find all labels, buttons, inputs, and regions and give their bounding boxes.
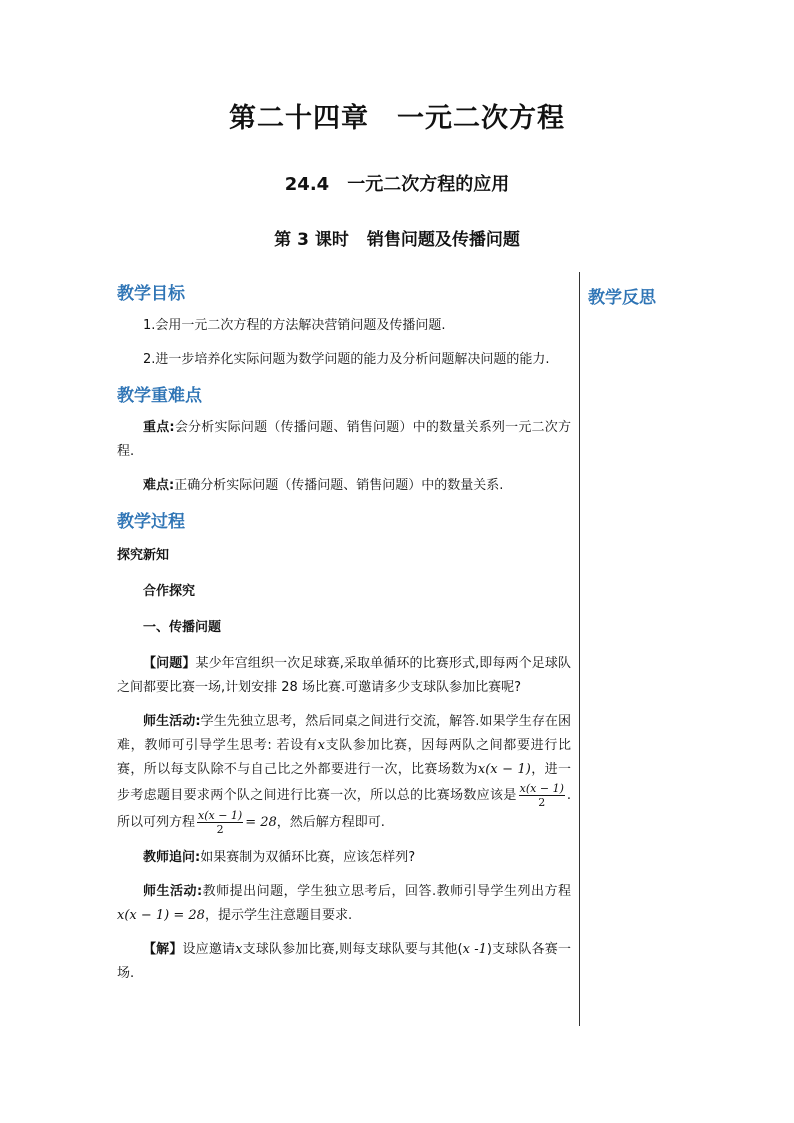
- fraction-numerator: x(x − 1): [519, 782, 564, 795]
- teacher-activity-text: ，然后解方程即可.: [276, 815, 385, 830]
- solution-text: 支球队参加比赛,则每支球队要与其他(: [242, 942, 463, 957]
- lesson-name: 销售问题及传播问题: [366, 230, 520, 250]
- teacher-activity-text: ，提示学生注意题目要求.: [204, 908, 353, 923]
- explore-heading: 探究新知: [117, 548, 170, 563]
- followup-label: 教师追问:: [143, 850, 201, 865]
- lesson-title: [0, 225, 794, 250]
- fraction-denominator: 2: [216, 823, 224, 836]
- difficult-point-label: 难点:: [143, 478, 175, 493]
- teacher-activity-text: .所以可列方程: [117, 788, 571, 830]
- teacher-activity-text: 支队参加比赛，因每两队之间都要进行比赛，所以每支队除不与自己比之外都要进行一次，比赛场数为: [117, 738, 571, 777]
- teacher-activity-text: 学生先独立思考，然后同桌之间进行交流，解答.如果学生存在困难，教师可引导学生思考: 若设有: [117, 714, 571, 753]
- key-point-label: 重点:: [143, 420, 175, 435]
- process-heading: 教学过程: [117, 512, 185, 532]
- math-variable: x: [317, 738, 325, 753]
- solution-paragraph: [117, 938, 571, 986]
- key-point: [117, 416, 571, 464]
- math-equation: x(x − 1) = 28: [117, 908, 205, 923]
- math-expression: x -1: [462, 942, 487, 957]
- objective-item: 2.进一步培养化实际问题为数学问题的能力及分析问题解决问题的能力.: [143, 352, 550, 367]
- section-title: [0, 170, 794, 196]
- chapter-number: 第二十四章: [229, 103, 369, 134]
- math-fraction: [519, 782, 565, 809]
- followup-paragraph: [117, 846, 571, 870]
- teacher-activity-label: 师生活动:: [143, 714, 201, 729]
- followup-text: 如果赛制为双循环比赛，应该怎样列?: [200, 850, 416, 865]
- objectives-heading: 教学目标: [117, 284, 185, 304]
- math-expression: x(x − 1): [477, 762, 531, 777]
- column-divider: [579, 272, 580, 1026]
- solution-label: 【解】: [143, 942, 183, 957]
- chapter-title: [0, 96, 794, 135]
- teacher-activity-paragraph-2: [117, 880, 571, 928]
- difficult-point: [117, 474, 571, 498]
- section-heading-spread: 一、传播问题: [143, 620, 222, 635]
- teacher-activity-label: 师生活动:: [143, 884, 203, 899]
- problem-paragraph: [117, 652, 571, 700]
- teacher-activity-paragraph: [117, 710, 571, 836]
- solution-text: 设应邀请: [182, 942, 236, 957]
- section-name: 一元二次方程的应用: [347, 174, 510, 195]
- key-point-text: 会分析实际问题（传播问题、销售问题）中的数量关系列一元二次方程.: [117, 420, 571, 459]
- problem-text: 某少年宫组织一次足球赛,采取单循环的比赛形式,即每两个足球队之间都要比赛一场,计划安排 28 场比赛.可邀请多少支球队参加比赛呢?: [117, 656, 571, 695]
- math-variable: x: [235, 942, 243, 957]
- math-equation-rhs: = 28: [245, 815, 277, 830]
- main-content: [117, 280, 571, 996]
- lesson-number: 第 3 课时: [274, 230, 349, 250]
- teacher-activity-text: ，进一步考虑题目要求两个队之间进行比赛一次，所以总的比赛场数应该是: [117, 762, 571, 803]
- teacher-activity-text: 教师提出问题，学生独立思考后，回答.教师引导学生列出方程: [202, 884, 571, 899]
- difficult-point-text: 正确分析实际问题（传播问题、销售问题）中的数量关系.: [174, 478, 504, 493]
- chapter-name: 一元二次方程: [397, 103, 565, 134]
- cooperate-heading: 合作探究: [143, 584, 196, 599]
- solution-text: )支球队各赛一场.: [117, 942, 571, 981]
- objective-item: 1.会用一元二次方程的方法解决营销问题及传播问题.: [143, 318, 446, 333]
- problem-label: 【问题】: [143, 656, 196, 671]
- reflection-heading: 教学反思: [588, 288, 656, 308]
- fraction-numerator: x(x − 1): [198, 809, 243, 822]
- section-number: 24.4: [284, 174, 330, 195]
- key-points-heading: 教学重难点: [117, 386, 202, 406]
- math-fraction: [197, 809, 243, 836]
- fraction-denominator: 2: [538, 796, 546, 809]
